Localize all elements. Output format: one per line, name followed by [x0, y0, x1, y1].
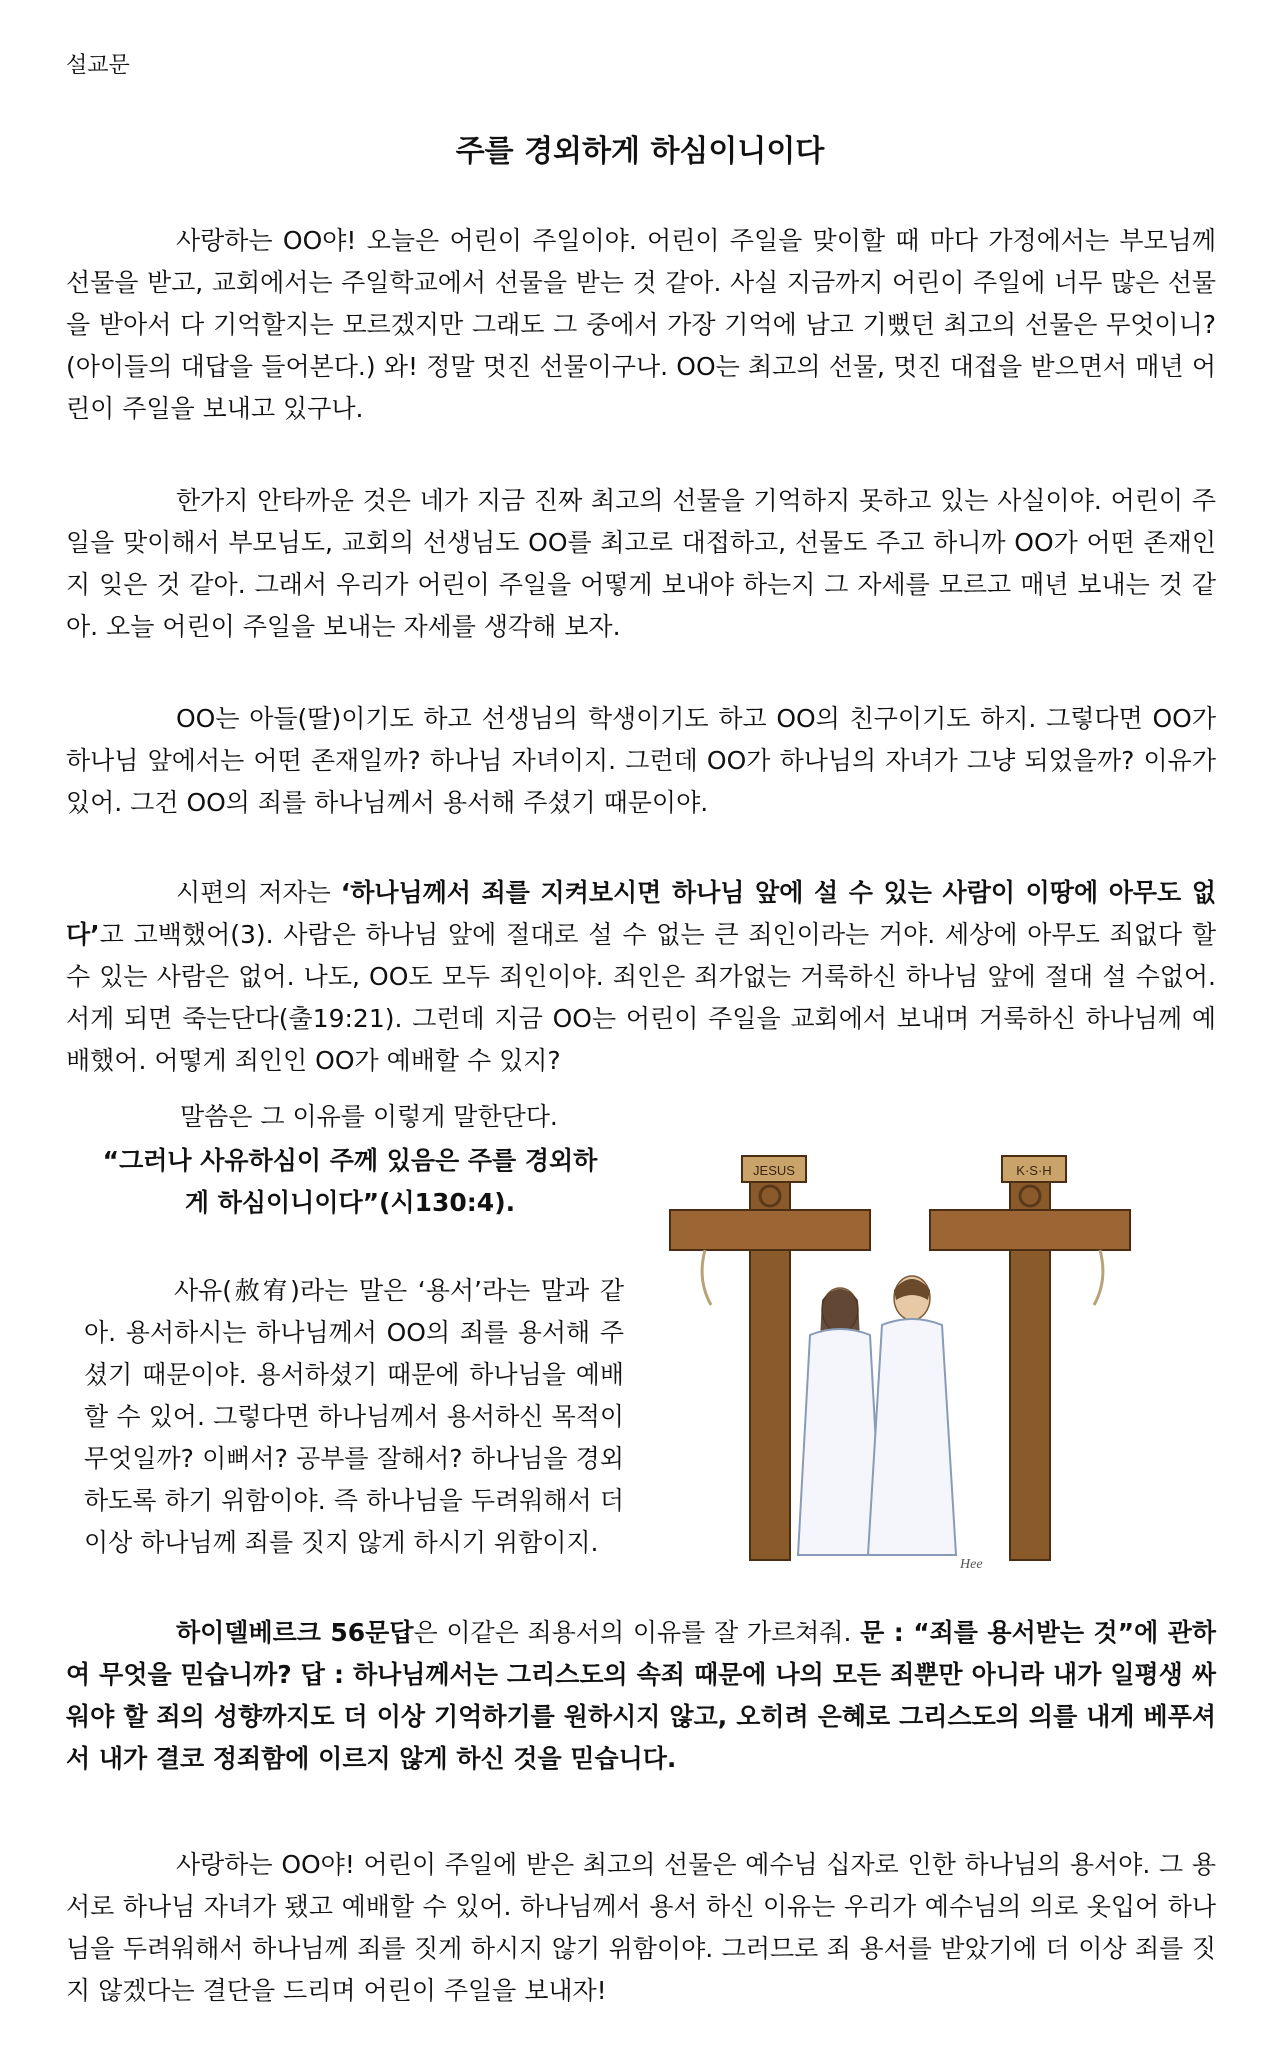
- sermon-title: 주를 경외하게 하심이니이다: [455, 134, 825, 169]
- paragraph-8: 사랑하는 OO야! 어린이 주일에 받은 최고의 선물은 예수님 십자로 인한 하나님의 용서야. 그 용서로 하나님 자녀가 됐고 예배할 수 있어. 하나님께서 용서 하신 이유는 우리가 예수님의 의로 옷입어 하나님을 두려워해서 하나님께 죄를 짓게 하시지 않기 위함이야. 그러므로 죄 용서를 받았기에 더 이상 죄를 짓지 않겠다는 결단을 드리며 어린이 주일을 보내자!: [66, 1850, 1216, 2005]
- paragraph-2: 한가지 안타까운 것은 네가 지금 진짜 최고의 선물을 기억하지 못하고 있는 사실이야. 어린이 주일을 맞이해서 부모님도, 교회의 선생님도 OO를 최고로 대접하고, 선물도 주고 하니까 OO가 어떤 존재인지 잊은 것 같아. 그래서 우리가 어린이 주일을 어떻게 보내야 하는지 그 자세를 모르고 매년 보내는 것 같아. 오늘 어린이 주일을 보내는 자세를 생각해 보자.: [66, 486, 1216, 641]
- document-label: 설교문: [66, 53, 130, 78]
- paragraph-3: OO는 아들(딸)이기도 하고 선생님의 학생이기도 하고 OO의 친구이기도 하지. 그렇다면 OO가 하나님 앞에서는 어떤 존재일까? 하나님 자녀이지. 그런데 OO가 하나님의 자녀가 그냥 되었을까? 이유가 있어. 그건 OO의 죄를 하나님께서 용서해 주셨기 때문이야.: [66, 704, 1216, 817]
- paragraph-4: [66, 872, 1216, 1082]
- scripture-quote-text: “그러나 사유하심이 주께 있음은 주를 경외하게 하심이니이다”: [102, 1146, 598, 1217]
- two-crosses-illustration: [660, 1140, 1200, 1580]
- left-cross-beam: [670, 1210, 870, 1250]
- scripture-quote: [100, 1140, 600, 1224]
- left-cross-sign-text: JESUS: [753, 1163, 795, 1178]
- p4-post: 고 고백했어(3). 사람은 하나님 앞에 절대로 설 수 없는 큰 죄인이라는 거야. 세상에 아무도 죄없다 할 수 있는 사람은 없어. 나도, OO도 모두 죄인이야. 죄인은 죄가없는 거룩하신 하나님 앞에 절대 설 수없어. 서게 되면 죽는단다(출19:21). 그런데 지금 OO는 어린이 주일을 교회에서 보내며 거룩하신 하나님께 예배했어. 어떻게 죄인인 OO가 예배할 수 있지?: [66, 920, 1216, 1075]
- scripture-reference: (시130:4).: [379, 1188, 516, 1217]
- jesus-figure: [798, 1288, 882, 1555]
- rope-left: [702, 1250, 711, 1305]
- paragraph-6: 사유(赦宥)라는 말은 ‘용서’라는 말과 같아. 용서하시는 하나님께서 OO의 죄를 용서해 주셨기 때문이야. 용서하셨기 때문에 하나님을 예배할 수 있어. 그렇다면 하나님께서 용서하신 목적이 무엇일까? 이뻐서? 공부를 잘해서? 하나님을 경외하도록 하기 위함이야. 즉 하나님을 두려워해서 더 이상 하나님께 죄를 짓지 않게 하시기 위함이지.: [84, 1276, 624, 1557]
- person-figure: [868, 1276, 956, 1555]
- paragraph-7: [66, 1612, 1216, 1780]
- paragraph-1: 사랑하는 OO야! 오늘은 어린이 주일이야. 어린이 주일을 맞이할 때 마다 가정에서는 부모님께 선물을 받고, 교회에서는 주일학교에서 선물을 받는 것 같아. 사실 지금까지 어린이 주일에 너무 많은 선물을 받아서 다 기억할지는 모르겠지만 그래도 그 중에서 가장 기억에 남고 기뻤던 최고의 선물은 무엇이니?(아이들의 대답을 들어본다.) 와! 정말 멋진 선물이구나. OO는 최고의 선물, 멋진 대접을 받으면서 매년 어린이 주일을 보내고 있구나.: [66, 226, 1216, 423]
- artist-signature: Hee: [960, 1557, 983, 1572]
- heidelberg-qa: 문 : “죄를 용서받는 것”에 관하여 무엇을 믿습니까? 답 : 하나님께서는 그리스도의 속죄 때문에 나의 모든 죄뿐만 아니라 내가 일평생 싸워야 할 죄의 성향까지도 더 이상 기억하기를 원하시지 않고, 오히려 은혜로 그리스도의 의를 내게 베푸셔서 내가 결코 정죄함에 이르지 않게 하신 것을 믿습니다.: [66, 1618, 1217, 1773]
- rope-right: [1094, 1250, 1103, 1305]
- paragraph-5: 말씀은 그 이유를 이렇게 말한단다.: [180, 1102, 558, 1131]
- p7-mid: 은 이같은 죄용서의 이유를 잘 가르쳐줘.: [413, 1618, 861, 1647]
- right-cross-sign-text: K·S·H: [1016, 1163, 1052, 1178]
- p4-pre: 시편의 저자는: [176, 878, 341, 907]
- right-cross-beam: [930, 1210, 1130, 1250]
- heidelberg-ref: 하이델베르크 56문답: [176, 1618, 414, 1647]
- psalm-quote-bold: ‘하나님께서 죄를 지켜보시면 하나님 앞에 설 수 있는 사람이 이땅에 아무도 없다’: [66, 878, 1217, 949]
